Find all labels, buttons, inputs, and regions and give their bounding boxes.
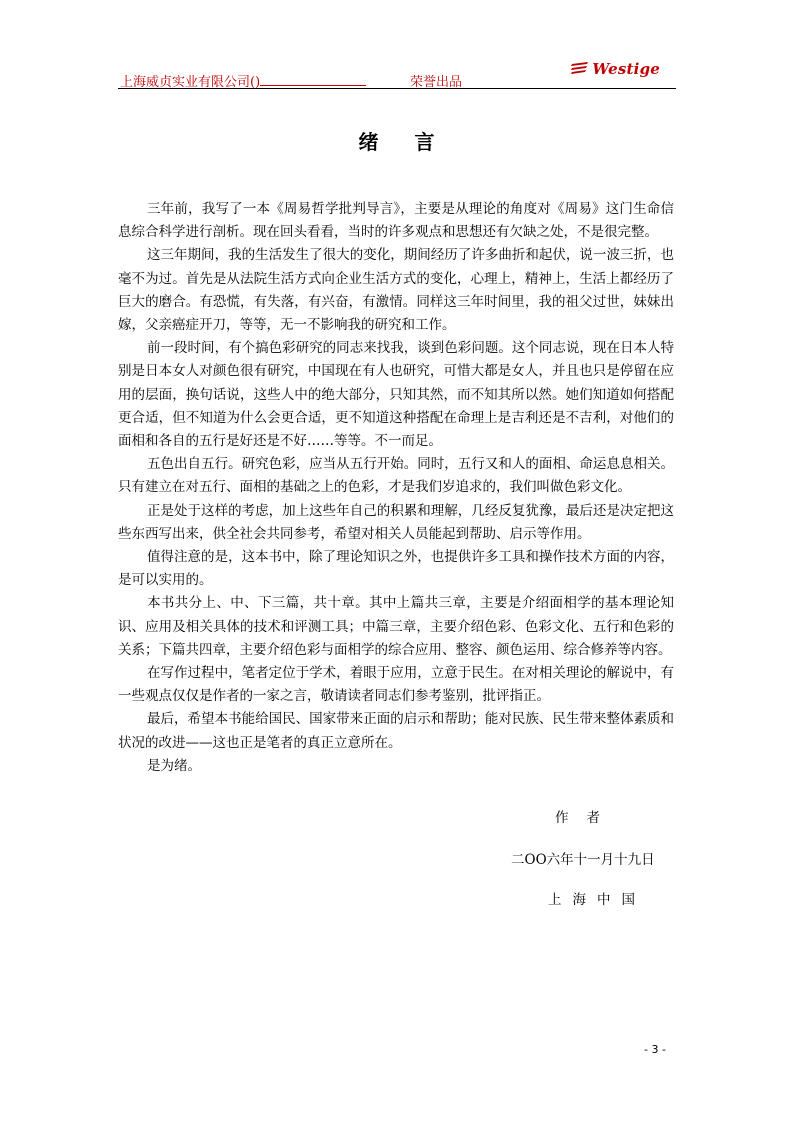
signature-date: 二OO六年十一月十九日 (511, 852, 655, 868)
paragraph: 是为绪。 (147, 757, 201, 774)
signature-author: 作者 (555, 810, 618, 826)
paragraph: 本书共分上、中、下三篇，共十章。其中上篇共三章，主要是介绍面相学的基本理论知识、应用及相关具体的技术和评测工具；中篇三章，主要介绍色彩、色彩文化、五行和色彩的关系；下篇共四章，主要介绍色彩与面相学的综合应用、整容、颜色运用、综合修养等内容。 (118, 595, 674, 658)
header-blank-underline (260, 73, 366, 86)
paragraph: 最后，希望本书能给国民、国家带来正面的启示和帮助；能对民族、民生带来整体素质和状况的改进——这也正是笔者的真正立意所在。 (118, 711, 674, 751)
paragraph: 前一段时间，有个搞色彩研究的同志来找我，谈到色彩问题。这个同志说，现在日本人特别是日本女人对颜色很有研究，中国现在有人也研究，可惜大都是女人，并且也只是停留在应用的层面，换句话说，这些人中的绝大部分，只知其然，而不知其所以然。她们知道如何搭配更合适，但不知道为什么会更合适，更不知道这种搭配在命理上是吉利还是不吉利，对他们的面相和各自的五行是好还是不好……等等。不一而足。 (118, 340, 674, 450)
logo-text: Westige (592, 60, 660, 78)
page-header (118, 56, 676, 90)
westige-logo (571, 58, 660, 80)
header-rule (118, 88, 676, 89)
paragraph: 三年前，我写了一本《周易哲学批判导言》，主要是从理论的角度对《周易》这门生命信息综合科学进行剖析。现在回头看看，当时的许多观点和思想还有欠缺之处，不是很完整。 (118, 201, 674, 241)
preface-body (118, 198, 674, 778)
paragraph: 值得注意的是，这本书中，除了理论知识之外，也提供许多工具和操作技术方面的内容，是可以实用的。 (118, 549, 674, 589)
paragraph: 五色出自五行。研究色彩，应当从五行开始。同时，五行又和人的面相、命运息息相关。只有建立在对五行、面相的基础之上的色彩，才是我们岁追求的，我们叫做色彩文化。 (118, 456, 674, 496)
header-tagline: 荣誉出品 (410, 75, 463, 90)
paragraph: 这三年期间，我的生活发生了很大的变化，期间经历了许多曲折和起伏，说一波三折，也毫不为过。首先是从法院生活方式向企业生活方式的变化，心理上，精神上，生活上都经历了巨大的磨合。有恐慌，有失落，有兴奋，有激情。同样这三年时间里，我的祖父过世，妹妹出嫁，父亲癌症开刀，等等，无一不影响我的研究和工作。 (118, 247, 674, 334)
signature-place: 上海中国 (548, 892, 646, 908)
header-company-name: 上海威贞实业有限公司 (120, 75, 251, 90)
paragraph: 正是处于这样的考虑，加上这些年自己的积累和理解，几经反复犹豫，最后还是决定把这些东西写出来，供全社会共同参考，希望对相关人员能起到帮助、启示等作用。 (118, 502, 674, 542)
page-number: - 3 - (644, 1043, 666, 1056)
westige-logo-icon (571, 61, 589, 77)
page-title: 绪言 (358, 130, 471, 154)
paragraph: 在写作过程中，笔者定位于学术，着眼于应用，立意于民生。在对相关理论的解说中，有一些观点仅仅是作者的一家之言，敬请读者同志们参考鉴别，批评指正。 (118, 665, 674, 705)
header-paren: () (250, 75, 261, 90)
